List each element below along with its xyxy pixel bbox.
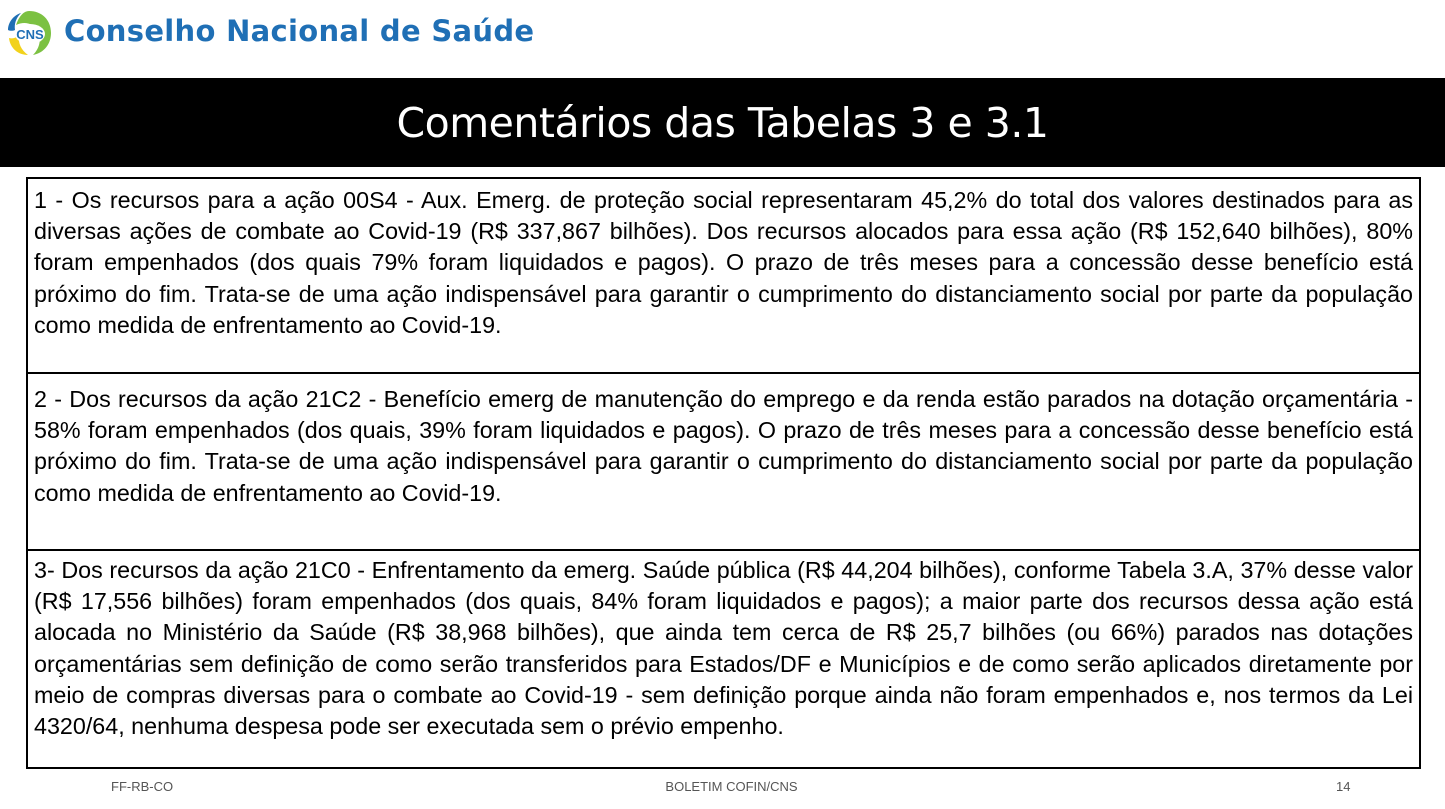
title-bar: [0, 78, 1445, 167]
comment-1: 1 - Os recursos para a ação 00S4 - Aux. Emerg. de proteção social representaram 45,2% do total dos valores destinados para as diversas ações de combate ao Covid-19 (R$ 337,867 bilhões). Dos recursos alocados para essa ação (R$ 152,640 bilhões), 80% foram empenhados (dos quais 79% foram liquidados e pagos). O prazo de três meses para a concessão desse benefício está próximo do fim. Trata-se de uma ação indispensável para garantir o cumprimento do distanciamento social por parte da população como medida de enfrentamento ao Covid-19.: [28, 179, 1419, 374]
organization-name: Conselho Nacional de Saúde: [64, 14, 535, 48]
logo-text: CNS: [16, 27, 44, 42]
comment-2: 2 - Dos recursos da ação 21C2 - Benefício emerg de manutenção do emprego e da renda estão parados na dotação orçamentária - 58% foram empenhados (dos quais, 39% foram liquidados e pagos). O prazo de três meses para a concessão desse benefício está próximo do fim. Trata-se de uma ação indispensável para garantir o cumprimento do distanciamento social por parte da população como medida de enfrentamento ao Covid-19.: [28, 374, 1419, 551]
cns-logo: [4, 8, 54, 58]
footer-bulletin: BOLETIM COFIN/CNS: [665, 779, 798, 794]
footer-author: FF-RB-CO: [111, 779, 174, 794]
page-number: 14: [1336, 779, 1351, 794]
comment-3: 3- Dos recursos da ação 21C0 - Enfrentamento da emerg. Saúde pública (R$ 44,204 bilhões), conforme Tabela 3.A, 37% desse valor (R$ 17,556 bilhões) foram empenhados (dos quais, 84% foram liquidados e pagos); a maior parte dos recursos dessa ação está alocada no Ministério da Saúde (R$ 38,968 bilhões), que ainda tem cerca de R$ 25,7 bilhões (ou 66%) parados nas dotações orçamentárias sem definição de como serão transferidos para Estados/DF e Municípios e de como serão aplicados diretamente por meio de compras diversas para o combate ao Covid-19 - sem definição porque ainda não foram empenhados e, nos termos da Lei 4320/64, nenhuma despesa pode ser executada sem o prévio empenho.: [34, 557, 1413, 740]
comments-table: [26, 177, 1421, 769]
slide-title: Comentários das Tabelas 3 e 3.1: [396, 98, 1049, 147]
